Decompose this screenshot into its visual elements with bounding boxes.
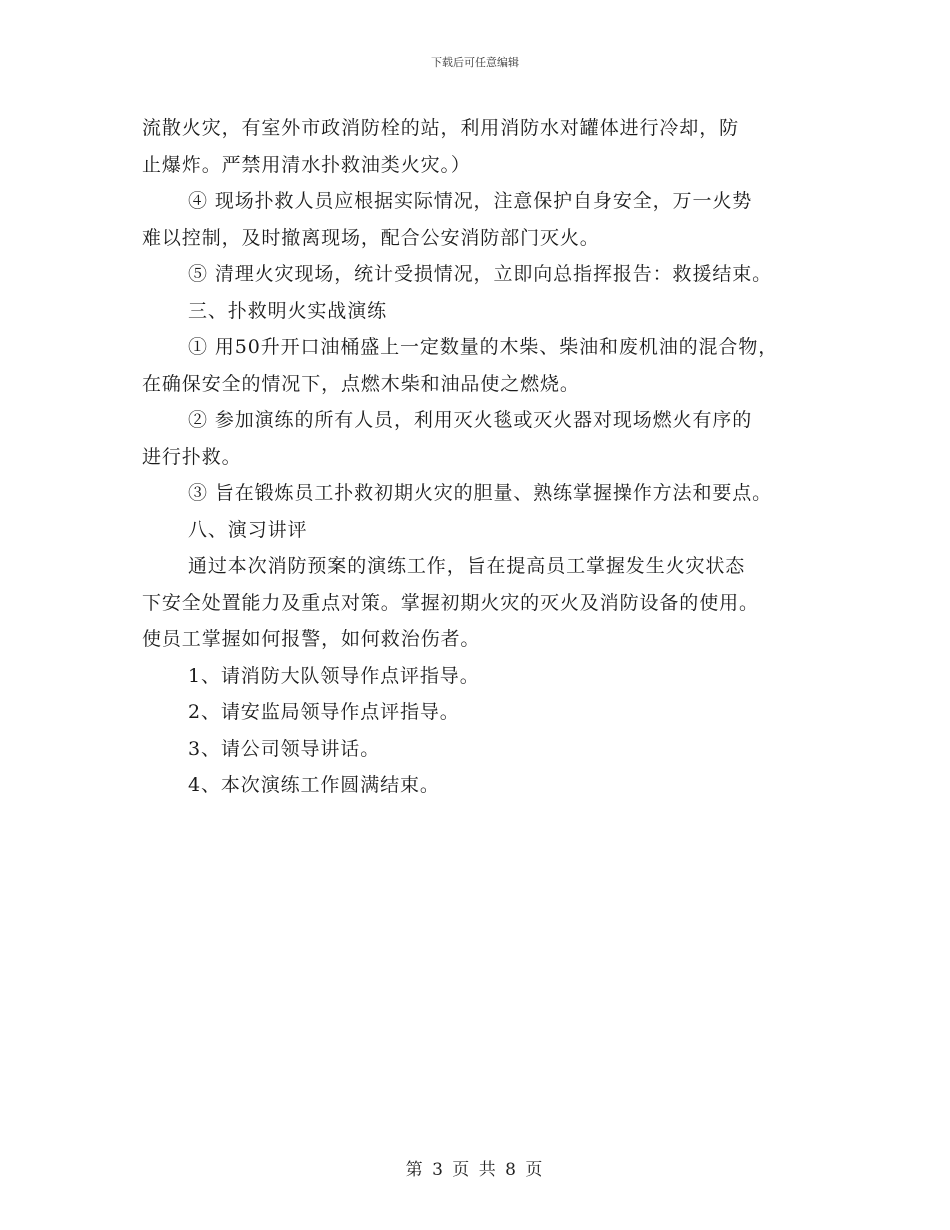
section-heading: 八、演习讲评 [188, 518, 308, 541]
paragraph-line: 使员工掌握如何报警，如何救治伤者。 [142, 628, 481, 650]
paragraph-line: 流散火灾，有室外市政消防栓的站，利用消防水对罐体进行冷却，防 [142, 117, 740, 139]
paragraph-line: 止爆炸。严禁用清水扑救油类火灾。） [142, 153, 471, 176]
paragraph-line: ⑤ 清理火灾现场，统计受损情况，立即向总指挥报告：救援结束。 [188, 263, 773, 285]
paragraph-line: ① 用50升开口油桶盛上一定数量的木柴、柴油和废机油的混合物， [188, 336, 779, 358]
paragraph-line: ② 参加演练的所有人员，利用灭火毯或灭火器对现场燃火有序的 [188, 409, 753, 431]
paragraph-line: 下安全处置能力及重点对策。掌握初期火灾的灭火及消防设备的使用。 [142, 591, 759, 614]
paragraph-line: 进行扑救。 [142, 445, 242, 468]
page-number: 第 3 页 共 8 页 [405, 1160, 545, 1180]
document-body [142, 110, 832, 804]
page-header: 下载后可任意编辑 [431, 56, 519, 69]
section-heading: 三、扑救明火实战演练 [188, 299, 388, 322]
paragraph-line: ③ 旨在锻炼员工扑救初期火灾的胆量、熟练掌握操作方法和要点。 [188, 482, 773, 504]
list-item: 4、本次演练工作圆满结束。 [188, 774, 440, 796]
paragraph-line: 难以控制，及时撤离现场，配合公安消防部门灭火。 [142, 226, 600, 249]
paragraph-line: ④ 现场扑救人员应根据实际情况，注意保护自身安全，万一火势 [188, 190, 753, 212]
paragraph-line: 通过本次消防预案的演练工作，旨在提高员工掌握发生火灾状态 [188, 555, 746, 577]
list-item: 1、请消防大队领导作点评指导。 [188, 664, 480, 687]
list-item: 3、请公司领导讲话。 [188, 737, 381, 760]
list-item: 2、请安监局领导作点评指导。 [188, 701, 460, 723]
paragraph-line: 在确保安全的情况下，点燃木柴和油品使之燃烧。 [142, 372, 580, 395]
